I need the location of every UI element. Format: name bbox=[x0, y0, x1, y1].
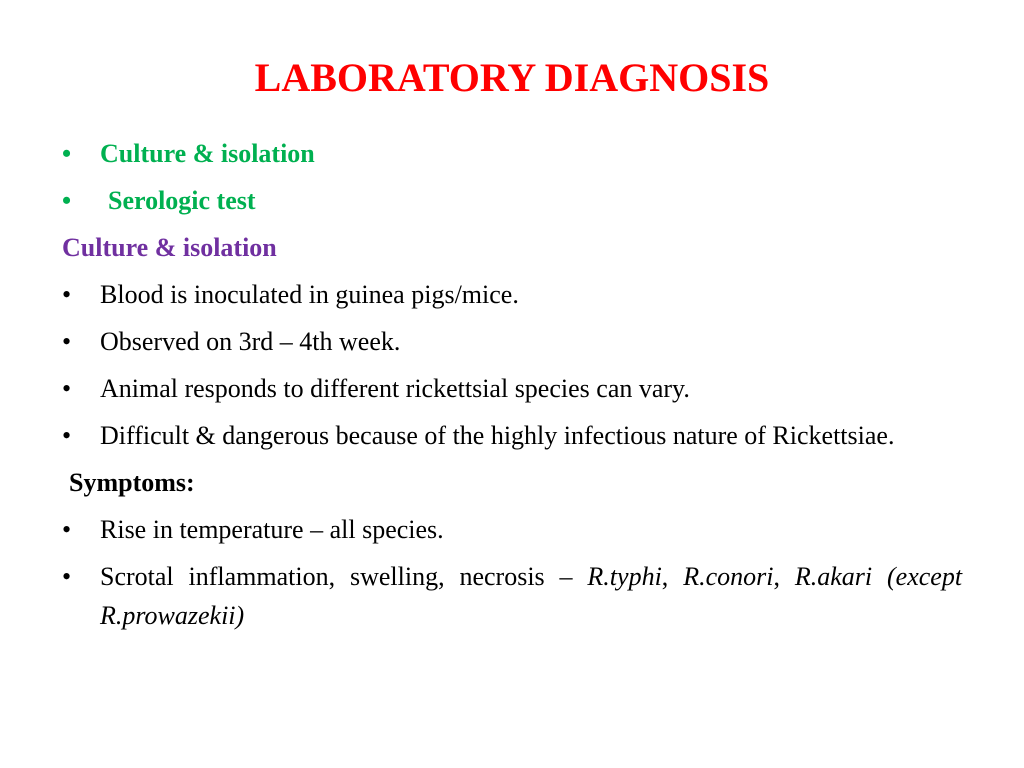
bullet-icon: • bbox=[62, 327, 72, 356]
overview-item-serologic bbox=[62, 181, 962, 220]
symptoms-item-text bbox=[100, 562, 962, 630]
bullet-icon: • bbox=[62, 374, 72, 403]
overview-item-label: Culture & isolation bbox=[100, 139, 315, 168]
symptoms-item-plain: Scrotal inflammation, swelling, necrosis – bbox=[100, 562, 588, 591]
culture-item-text: Difficult & dangerous because of the highly infectious nature of Rickettsiae. bbox=[100, 421, 895, 450]
separator: , bbox=[661, 562, 684, 591]
culture-item bbox=[62, 369, 962, 408]
overview-item-label: Serologic test bbox=[108, 186, 256, 215]
species-exception: (except R.prowazekii) bbox=[100, 562, 963, 630]
culture-item-text: Animal responds to different rickettsial species can vary. bbox=[100, 374, 690, 403]
species-name: R.conori bbox=[683, 562, 774, 591]
culture-item-text: Blood is inoculated in guinea pigs/mice. bbox=[100, 280, 519, 309]
symptoms-item-text: Rise in temperature – all species. bbox=[100, 515, 444, 544]
separator: , bbox=[773, 562, 795, 591]
culture-heading: Culture & isolation bbox=[62, 233, 277, 262]
culture-item bbox=[62, 322, 962, 361]
culture-item bbox=[62, 416, 962, 455]
symptoms-heading: Symptoms: bbox=[69, 468, 195, 497]
bullet-icon: • bbox=[62, 421, 72, 450]
bullet-icon: • bbox=[62, 186, 72, 215]
bullet-icon: • bbox=[62, 280, 72, 309]
slide-body bbox=[62, 134, 962, 643]
bullet-icon: • bbox=[62, 562, 72, 591]
bullet-icon: • bbox=[62, 139, 72, 168]
symptoms-item bbox=[62, 557, 962, 635]
species-name: R.typhi bbox=[587, 562, 662, 591]
bullet-icon: • bbox=[62, 515, 72, 544]
culture-item-text: Observed on 3rd – 4th week. bbox=[100, 327, 401, 356]
overview-item-culture bbox=[62, 134, 962, 173]
symptoms-item bbox=[62, 510, 962, 549]
culture-item bbox=[62, 275, 962, 314]
species-name: R.akari bbox=[794, 562, 873, 591]
slide-title: LABORATORY DIAGNOSIS bbox=[254, 55, 770, 100]
